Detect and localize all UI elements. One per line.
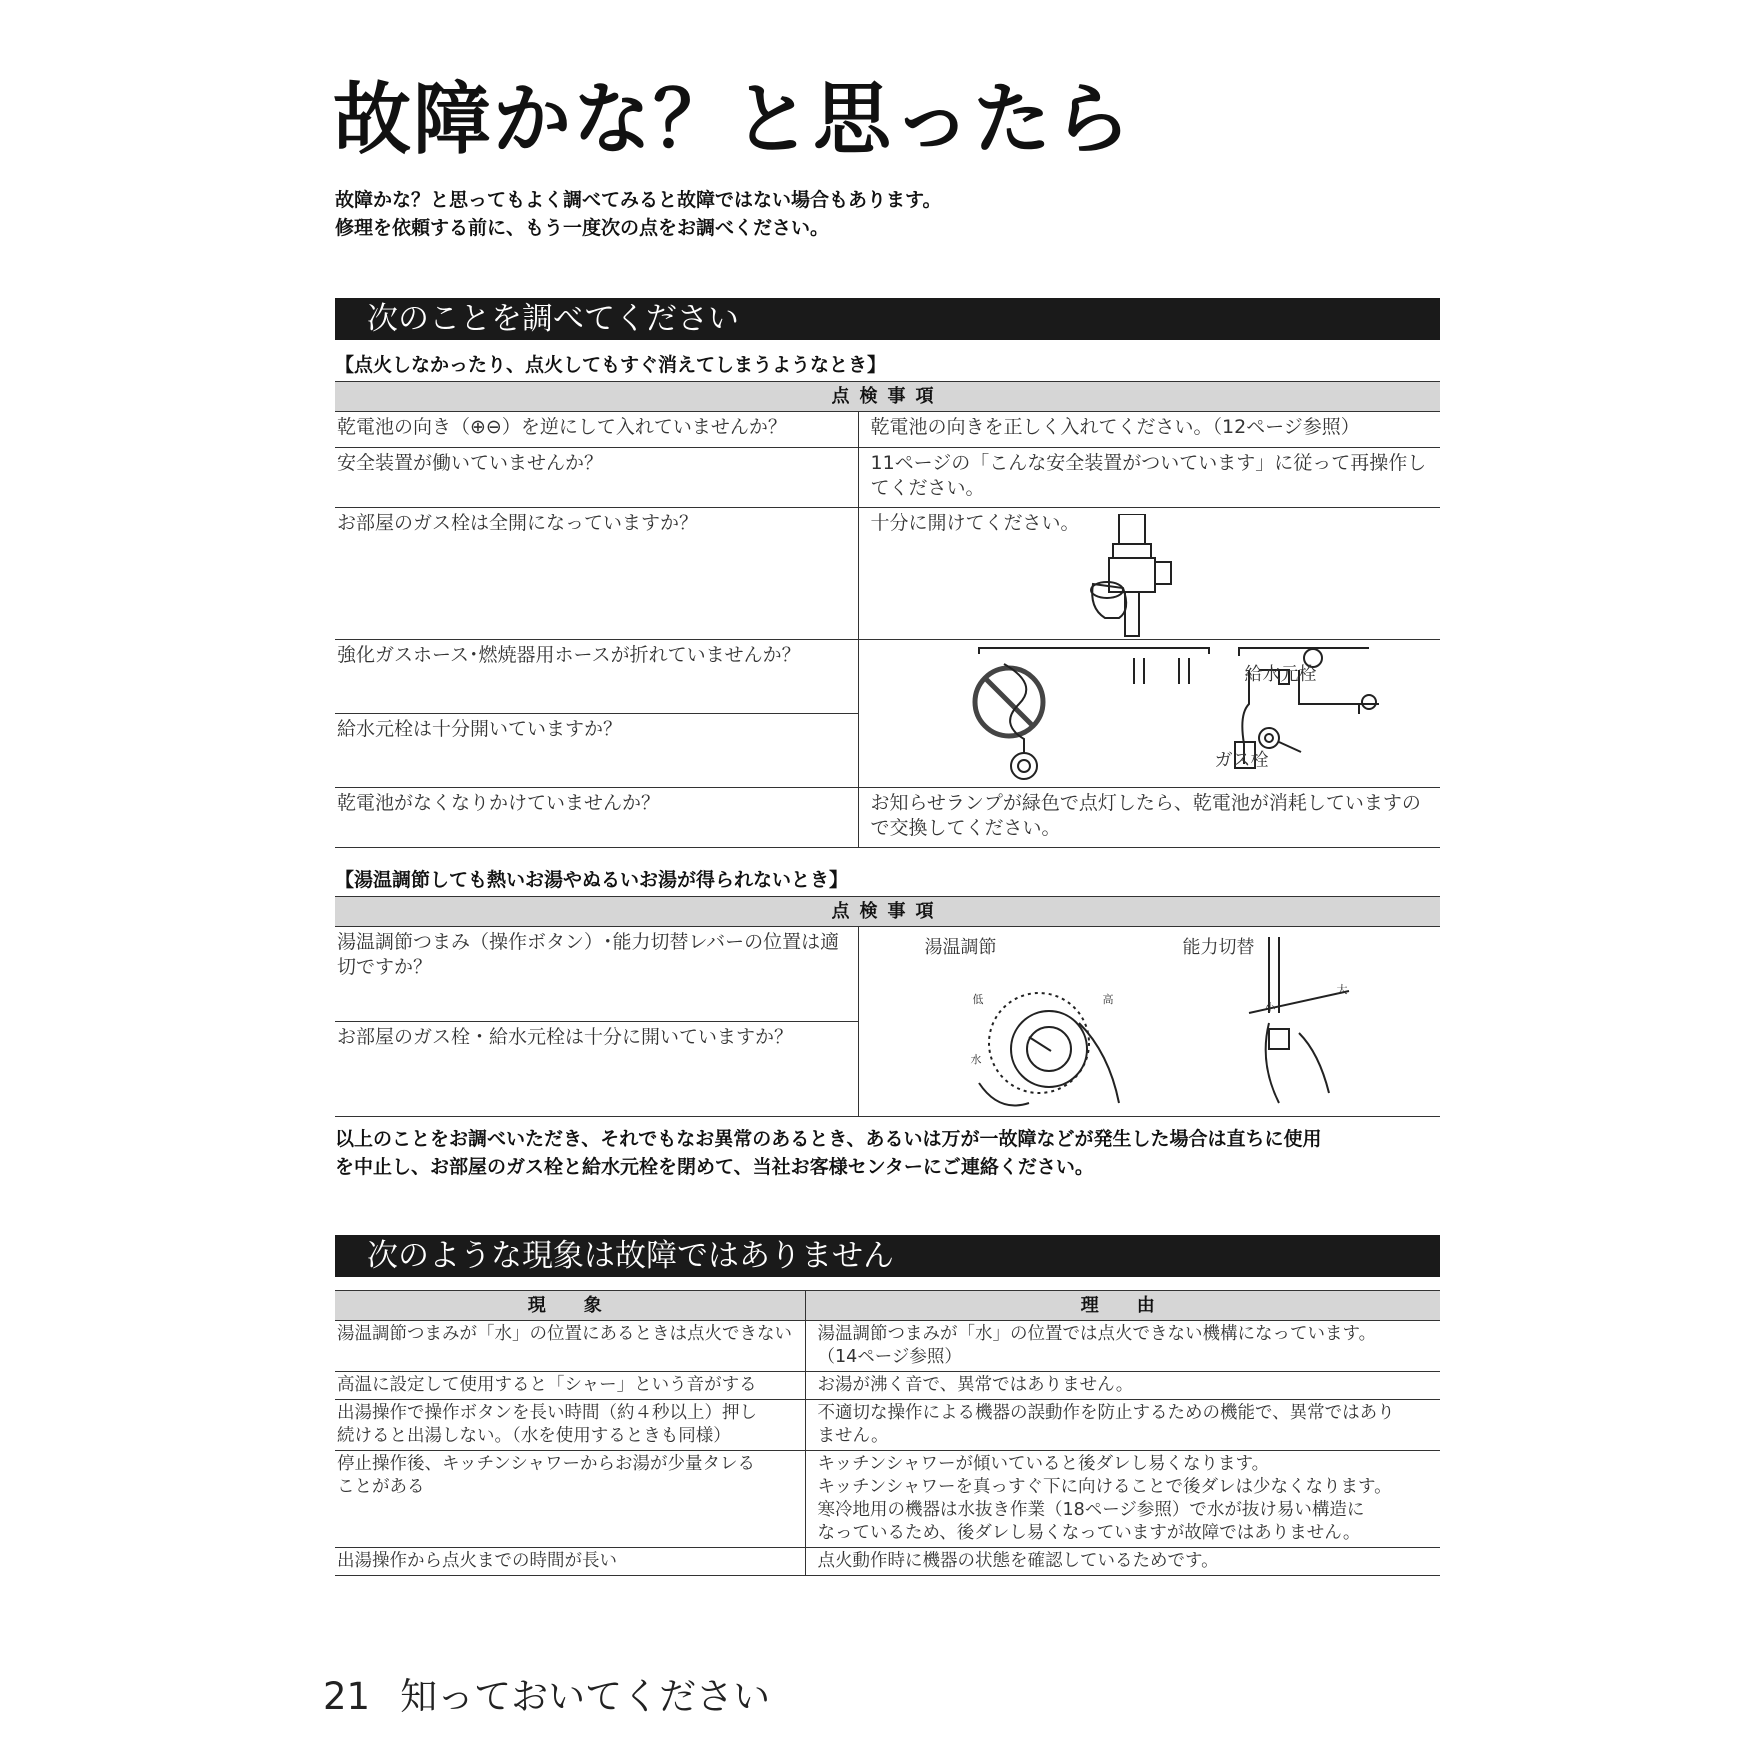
table-row	[335, 412, 1440, 448]
reason-line: お湯が沸く音で、異常ではありません。	[817, 1375, 1134, 1395]
gas-valve-label: ガス栓	[1214, 750, 1269, 771]
intro-text	[335, 186, 941, 242]
notice-line: 以上のことをお調べいただき、それでもなお異常のあるとき、あるいは万が一故障などが発生した場合は直ちに使用	[335, 1128, 1322, 1150]
gas-valve-illustration	[1079, 514, 1189, 638]
phenomenon-header: 現 象	[335, 1291, 805, 1321]
reason-line: キッチンシャワーを真っすぐ下に向けることで後ダレは少なくなります。	[817, 1477, 1392, 1497]
contact-notice	[335, 1125, 1440, 1181]
temperature-check-table	[335, 896, 1440, 1117]
hose-illustration	[949, 644, 1429, 784]
table-row	[335, 1400, 1440, 1451]
reason-line: キッチンシャワーが傾いていると後ダレし易くなります。	[817, 1454, 1270, 1474]
table-row	[335, 1372, 1440, 1400]
table-header: 点検事項	[335, 897, 1440, 927]
page-number: 21	[323, 1675, 371, 1718]
phenomenon-line: 出湯操作で操作ボタンを長い時間（約４秒以上）押し	[337, 1403, 757, 1423]
reason-line: なっているため、後ダレし易くなっていますが故障ではありません。	[817, 1523, 1361, 1543]
reason-line: ません。	[817, 1426, 889, 1446]
footer-section-title: 知っておいてください	[400, 1675, 771, 1718]
phenomenon-line: ことがある	[337, 1477, 425, 1497]
phenomenon-line: 停止操作後、キッチンシャワーからお湯が少量タレる	[337, 1454, 755, 1474]
capacity-switch-label: 能力切替	[1182, 937, 1255, 958]
temp-adjust-label: 湯温調節	[924, 937, 997, 958]
water-valve-label: 給水元栓	[1244, 664, 1317, 685]
page-title: 故障かな？と思ったら	[333, 75, 1134, 165]
reason-line: 寒冷地用の機器は水抜き作業（18ページ参照）で水が抜け易い構造に	[817, 1500, 1365, 1520]
table-row	[335, 927, 1440, 1022]
reason-line: 点火動作時に機器の状態を確認しているためです。	[817, 1551, 1219, 1571]
action-item: 11ページの「こんな安全装置がついています」に従って再操作してください。	[858, 448, 1440, 508]
table-header: 点検事項	[335, 382, 1440, 412]
check-item: 強化ガスホース･燃焼器用ホースが折れていませんか？	[335, 640, 858, 714]
section-heading-check: 次のことを調べてください	[335, 298, 1440, 340]
check-item: お部屋のガス栓は全開になっていますか？	[335, 508, 858, 640]
page-footer	[323, 1666, 800, 1720]
phenomenon-line: 続けると出湯しない。（水を使用するときも同様）	[337, 1426, 731, 1446]
not-fault-table	[335, 1290, 1440, 1576]
high-label: 高	[1102, 993, 1114, 1006]
ignition-check-table	[335, 381, 1440, 848]
knob-illustration-cell	[858, 927, 1440, 1117]
check-item: お部屋のガス栓・給水元栓は十分に開いていますか？	[335, 1022, 858, 1117]
section-heading-not-fault: 次のような現象は故障ではありません	[335, 1235, 1440, 1277]
gas-valve-cell	[858, 508, 1440, 640]
temperature-knob-illustration	[959, 963, 1159, 1113]
intro-line: 修理を依頼する前に、もう一度次の点をお調べください。	[335, 217, 830, 239]
phenomenon-line: 出湯操作から点火までの時間が長い	[337, 1551, 617, 1571]
reason-line: 湯温調節つまみが「水」の位置では点火できない機構になっています。	[817, 1324, 1377, 1344]
hose-illustration-cell	[858, 640, 1440, 788]
check-item: 乾電池がなくなりかけていませんか？	[335, 788, 858, 848]
low-label: 低	[972, 993, 984, 1006]
intro-line: 故障かな？と思ってもよく調べてみると故障ではない場合もあります。	[335, 189, 942, 211]
phenomenon-line: 湯温調節つまみが「水」の位置にあるときは点火できない	[337, 1324, 792, 1344]
small-label: 小	[1264, 1001, 1276, 1014]
table-row	[335, 788, 1440, 848]
check-item: 安全装置が働いていませんか？	[335, 448, 858, 508]
table-row	[335, 1321, 1440, 1372]
action-item: 十分に開けてください。	[870, 512, 1080, 534]
reason-line: 不適切な操作による機器の誤動作を防止するための機能で、異常ではあり	[817, 1403, 1395, 1423]
table-row	[335, 508, 1440, 640]
subtitle-temperature: 【湯温調節しても熱いお湯やぬるいお湯が得られないとき】	[335, 869, 849, 891]
large-label: 大	[1336, 983, 1348, 996]
table-row	[335, 448, 1440, 508]
reason-line: （14ページ参照）	[817, 1347, 962, 1367]
table-row	[335, 1548, 1440, 1576]
action-item: 乾電池の向きを正しく入れてください。（12ページ参照）	[858, 412, 1440, 448]
table-row	[335, 1451, 1440, 1548]
water-label: 水	[970, 1053, 982, 1066]
subtitle-ignition: 【点火しなかったり、点火してもすぐ消えてしまうようなとき】	[335, 354, 887, 376]
notice-line: を中止し、お部屋のガス栓と給水元栓を閉めて、当社お客様センターにご連絡ください。	[335, 1156, 1094, 1178]
table-row	[335, 640, 1440, 714]
phenomenon-line: 高温に設定して使用すると「シャー」という音がする	[337, 1375, 757, 1395]
check-item: 湯温調節つまみ（操作ボタン）･能力切替レバーの位置は適切ですか？	[335, 927, 858, 1022]
check-item: 給水元栓は十分開いていますか？	[335, 714, 858, 788]
action-item: お知らせランプが緑色で点灯したら、乾電池が消耗していますので交換してください。	[858, 788, 1440, 848]
capacity-lever-illustration	[1239, 933, 1399, 1113]
reason-header: 理 由	[805, 1291, 1440, 1321]
check-item: 乾電池の向き（⊕⊖）を逆にして入れていませんか？	[335, 412, 858, 448]
